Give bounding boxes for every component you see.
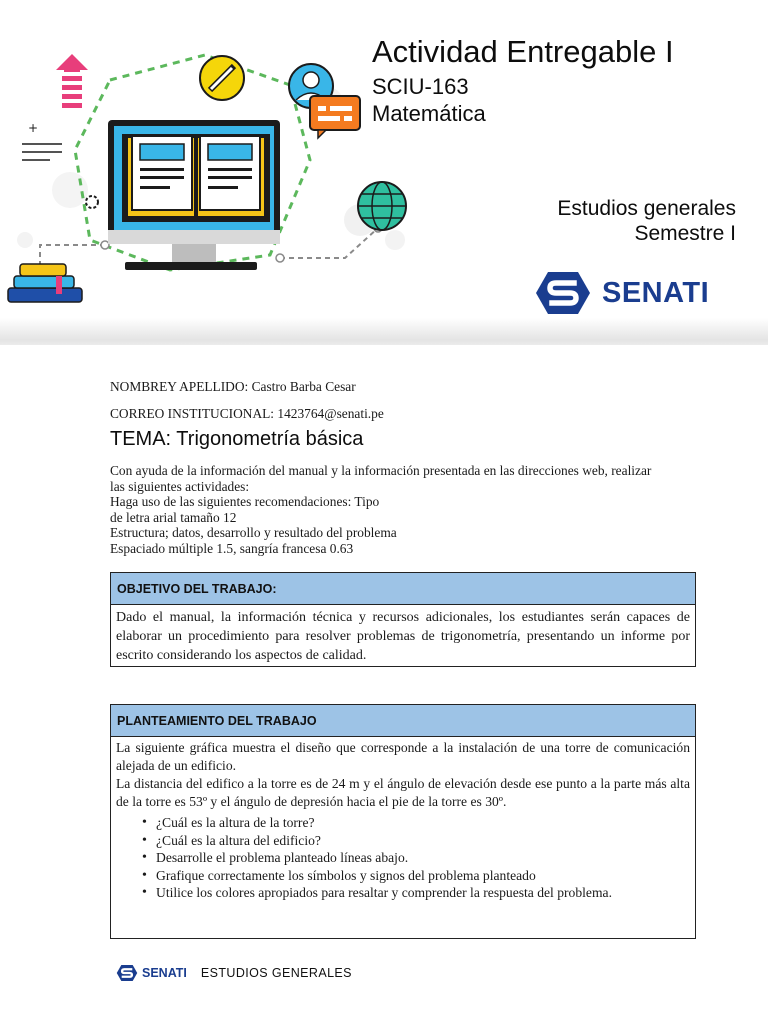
problem-paragraph-2: La distancia del edifico a la torre es de 24 m y el ángulo de elevación desde ese punto a la parte más alta de la torre es 53º y el ángulo de depresión hacia el pie de la torre es 30º.	[116, 776, 690, 809]
books-icon	[8, 264, 82, 302]
planteamiento-body	[111, 737, 695, 906]
footer-senati-icon	[116, 964, 138, 982]
program-name: Estudios generales	[557, 197, 736, 220]
pencil-icon	[200, 56, 244, 100]
course-code: SCIU-163	[372, 74, 469, 99]
instruction-line: Espaciado múltiple 1.5, sangría francesa 0.63	[110, 540, 354, 556]
cover-shadow	[0, 318, 768, 345]
student-email: CORREO INSTITUCIONAL: 1423764@senati.pe	[110, 406, 384, 421]
footer-logo-text: SENATI	[142, 966, 187, 980]
senati-logo-icon	[534, 270, 592, 316]
task-item: • ¿Cuál es la altura de la torre?	[142, 814, 690, 832]
task-list	[116, 814, 690, 902]
task-item: • ¿Cuál es la altura del edificio?	[142, 832, 690, 850]
task-item: • Desarrolle el problema planteado líneas abajo.	[142, 849, 690, 867]
instruction-line: Haga uso de las siguientes recomendaciones: Tipo	[110, 494, 380, 509]
senati-logo	[534, 268, 738, 318]
page-footer	[116, 962, 352, 984]
semester-label: Semestre I	[634, 222, 736, 245]
subject-name: Matemática	[372, 101, 486, 126]
globe-icon	[358, 182, 406, 230]
activity-title: Actividad Entregable I	[372, 34, 674, 69]
instruction-line: las siguientes actividades:	[110, 478, 250, 494]
objective-text: Dado el manual, la información técnica y recursos adicionales, los estudiantes serán capaces de elaborar un procedimiento para resolver problemas de trigonometría, presentando un informe por escrito considerando los aspectos de calidad.	[116, 610, 690, 663]
planteamiento-heading: PLANTEAMIENTO DEL TRABAJO	[111, 705, 695, 737]
instruction-line: Con ayuda de la información del manual y la información presentada en las direcciones web, realizar	[110, 463, 652, 478]
topic-title: TEMA: Trigonometría básica	[110, 428, 364, 450]
senati-logo-text: SENATI	[602, 276, 710, 309]
open-book-icon	[122, 134, 270, 222]
upload-arrow-icon	[56, 54, 88, 108]
instruction-line: Estructura; datos, desarrollo y resultado del problema	[110, 525, 397, 540]
instructions	[110, 463, 710, 556]
cover-header	[0, 0, 768, 345]
footer-label: ESTUDIOS GENERALES	[200, 966, 352, 980]
planteamiento-box	[110, 704, 696, 939]
task-item: • Grafique correctamente los símbolos y signos del problema planteado	[142, 867, 690, 885]
objective-box	[110, 572, 696, 667]
svg-text:+: +	[28, 121, 39, 135]
education-illustration	[0, 40, 430, 320]
task-item: • Utilice los colores apropiados para resaltar y comprender la respuesta del problema.	[142, 884, 612, 902]
user-chat-icon	[289, 64, 360, 138]
student-name: NOMBREY APELLIDO: Castro Barba Cesar	[110, 379, 356, 394]
objective-heading: OBJETIVO DEL TRABAJO:	[111, 573, 695, 605]
problem-paragraph-1: La siguiente gráfica muestra el diseño que corresponde a la instalación de una torre de comunicación alejada de un edificio.	[116, 740, 690, 773]
instruction-line: de letra arial tamaño 12	[110, 509, 237, 525]
